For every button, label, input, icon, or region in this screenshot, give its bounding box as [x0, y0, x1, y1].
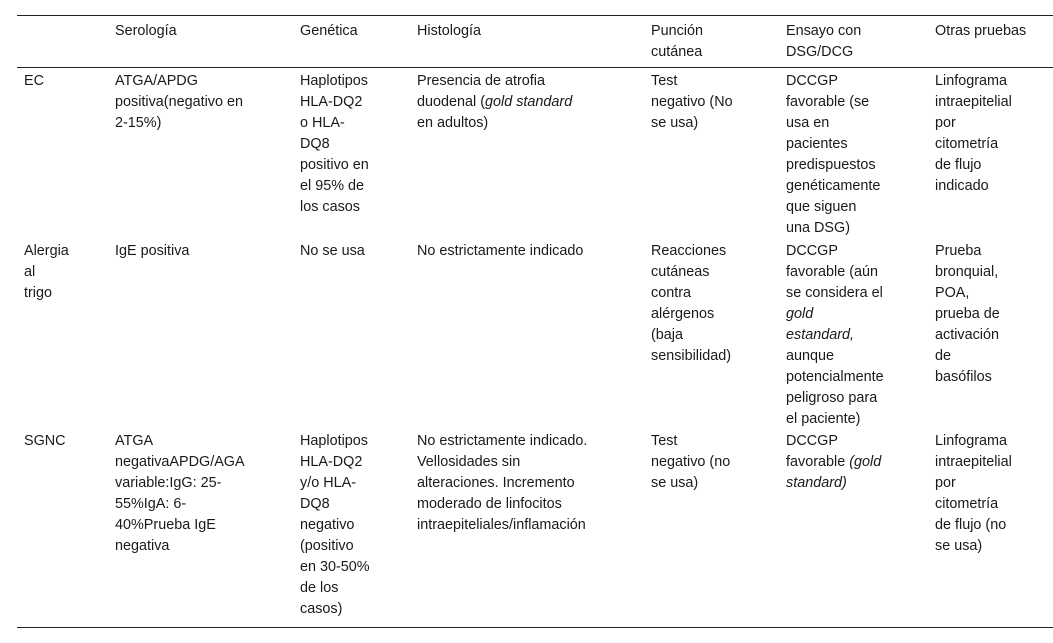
table-cell: ATGA/APDG positiva(negativo en 2-15%) [115, 73, 243, 131]
header-cell: Serología [115, 23, 177, 39]
table-cell: Test negativo (no se usa) [651, 433, 731, 491]
row-label-cell: Alergia al trigo [24, 243, 69, 301]
header-cell: Ensayo con DSG/DCG [786, 23, 862, 60]
table-cell: DCCGP favorable (aún se considera el gold estandard, aunque potencialmente peligroso para el paciente) [786, 243, 884, 427]
table-cell: No se usa [300, 243, 365, 259]
table-cell: DCCGP favorable (se usa en pacientes predispuestos genéticamente que siguen una DSG) [786, 73, 881, 236]
table-top-rule [17, 15, 1053, 16]
table-cell: Linfograma intraepitelial por citometría de flujo (no se usa) [935, 433, 1012, 554]
table-cell: Test negativo (No se usa) [651, 73, 733, 131]
row-label-cell: SGNC [24, 433, 66, 449]
table-cell: No estrictamente indicado. Vellosidades sin alteraciones. Incremento moderado de linfocitos intraepiteliales/inflamación [417, 433, 588, 533]
table-bottom-rule [17, 627, 1053, 628]
header-cell: Genética [300, 23, 358, 39]
row-label-cell: EC [24, 73, 44, 89]
header-cell: Punción cutánea [651, 23, 704, 60]
table-cell: Haplotipos HLA-DQ2 y/o HLA- DQ8 negativo (positivo en 30-50% de los casos) [300, 433, 370, 617]
table-cell: Linfograma intraepitelial por citometría de flujo indicado [935, 73, 1012, 194]
table-cell: Haplotipos HLA-DQ2 o HLA- DQ8 positivo en el 95% de los casos [300, 73, 369, 215]
table-cell: ATGA negativaAPDG/AGA variable:IgG: 25- 55%IgA: 6- 40%Prueba IgE negativa [115, 433, 245, 554]
table-cell: DCCGP favorable (gold standard) [786, 433, 882, 491]
table-cell: Presencia de atrofia duodenal (gold standard en adultos) [417, 73, 573, 131]
table-cell: No estrictamente indicado [417, 243, 584, 259]
table-cell: IgE positiva [115, 243, 190, 259]
table-cell: Prueba bronquial, POA, prueba de activación de basófilos [935, 243, 1000, 385]
header-cell: Histología [417, 23, 481, 39]
table-cell: Reacciones cutáneas contra alérgenos (baja sensibilidad) [651, 243, 731, 364]
header-cell: Otras pruebas [935, 23, 1027, 39]
table-header-rule [17, 67, 1053, 68]
